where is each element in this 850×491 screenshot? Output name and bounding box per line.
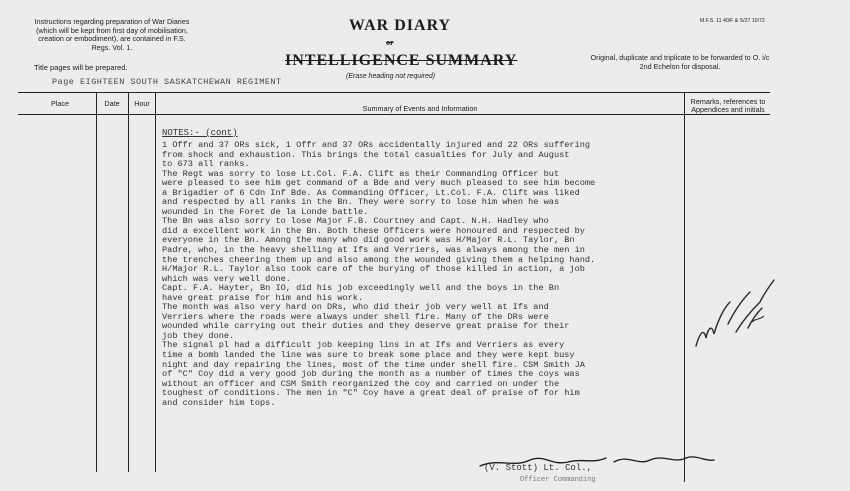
col-date-header: Date	[104, 99, 120, 108]
diary-line: were pleased to see him get command of a Bde and very much pleased to see him become	[162, 178, 596, 189]
diary-line: Padre, who, in the heavy shelling at Ifs and Verriers, was always among the men in	[162, 245, 585, 256]
diary-line: The Bn was also sorry to lose Major F.B. Courtney and Capt. N.H. Hadley who	[162, 216, 549, 227]
diary-entry-text	[162, 141, 682, 408]
diary-line: from shock and exhaustion. This brings the total casualties for July and August	[162, 149, 570, 160]
diary-line: and respected by all ranks in the Bn. They were sorry to lose him when he was	[162, 197, 560, 208]
col-hour-header: Hour	[134, 99, 150, 108]
erase-note: (Erase heading not required)	[346, 73, 436, 80]
diary-line: toughest of conditions. The men in "C" Coy have a great deal of praise of for him	[162, 388, 580, 399]
table-top-rule	[18, 92, 770, 93]
signature-name: (V. Stott) Lt. Col.,	[484, 463, 593, 473]
diary-line: without an officer and CSM Smith reorganized the coy and carried on under the	[162, 378, 560, 389]
margin-initials-signature	[690, 272, 780, 352]
diary-line: a Brigadier of 6 Cdn Inf Bde. As Commanding Officer, Lt.Col. F.A. Clift was liked	[162, 187, 580, 198]
diary-line: and consider him tops.	[162, 397, 276, 408]
diary-line: Verriers where the roads were always under shell fire. Many of the DRs were	[162, 311, 549, 322]
diary-line: The signal pl had a difficult job keeping lins in at Ifs and Verriers as every	[162, 340, 565, 351]
diary-line: Capt. F.A. Hayter, Bn IO, did his job exceedingly well and the boys in the Bn	[162, 283, 560, 294]
original-note: Original, duplicate and triplicate to be forwarded to O. i/c 2nd Echelon for disposal.	[590, 53, 770, 71]
divider-place	[96, 92, 97, 472]
diary-line: The Regt was sorry to lose Lt.Col. F.A. Clift as their Commanding Officer but	[162, 168, 560, 179]
signature-title: Officer Commanding	[520, 476, 596, 484]
diary-line: time a bomb landed the line was sure to break some place and they were kept busy	[162, 350, 575, 361]
diary-line: everyone in the Bn. Among the many who did good work was H/Major R.L. Taylor, Bn	[162, 235, 575, 246]
diary-line: the trenches cheering them up and also among the wounded giving them a helping hand.	[162, 254, 596, 265]
or-word: or	[386, 38, 394, 47]
diary-line: which was very well done.	[162, 273, 291, 284]
diary-line: night and day repairing the lines, most of the time under shell fire. CSM Smith JA	[162, 359, 585, 370]
diary-line: to 673 all ranks.	[162, 159, 250, 170]
col-place-header: Place	[51, 99, 69, 108]
divider-date	[128, 92, 129, 472]
diary-line: did a excellent work in the Bn. Both these Officers were honoured and respected by	[162, 225, 585, 236]
diary-line: job they done.	[162, 330, 235, 341]
header-bottom-rule	[18, 114, 770, 115]
diary-line: have great praise for him and his work.	[162, 292, 364, 303]
diary-line: 1 Offr and 37 ORs sick, 1 Offr and 37 ORs accidentally injured and 22 ORs suffering	[162, 140, 591, 150]
diary-line: wounded in the Foret de la Londe battle.	[162, 206, 369, 217]
notes-heading: NOTES:- (cont)	[162, 128, 238, 138]
diary-line: wounded while carrying out their duties and they deserve great praise for their	[162, 321, 570, 332]
title-pages-note: Title pages will be prepared.	[34, 63, 128, 72]
col-summary-header: Summary of Events and Information	[362, 104, 478, 113]
intelligence-summary-heading: INTELLIGENCE SUMMARY	[285, 52, 518, 69]
instructions-note: Instructions regarding preparation of War Diaries (which will be kept from first day of mobilisation, creation or embodiment), are contained in F.S. Regs. Vol. 1.	[34, 17, 190, 52]
divider-remarks	[684, 92, 685, 482]
diary-line: of "C" Coy did a very good job during the month as a number of times the coys was	[162, 369, 580, 380]
diary-line: The month was also very hard on DRs, who did their job very well at Ifs and	[162, 302, 549, 313]
page-title: WAR DIARY	[348, 17, 452, 34]
diary-line: H/Major R.L. Taylor also took care of the burying of those killed in action, a job	[162, 264, 585, 275]
col-remarks-header: Remarks, references to Appendices and initials	[690, 97, 766, 114]
divider-hour	[155, 92, 156, 472]
page-line: Page EIGHTEEN SOUTH SASKATCHEWAN REGIMENT	[52, 77, 282, 87]
form-number: M.F.S. 11 40/F & S/27 10/72	[700, 18, 765, 24]
